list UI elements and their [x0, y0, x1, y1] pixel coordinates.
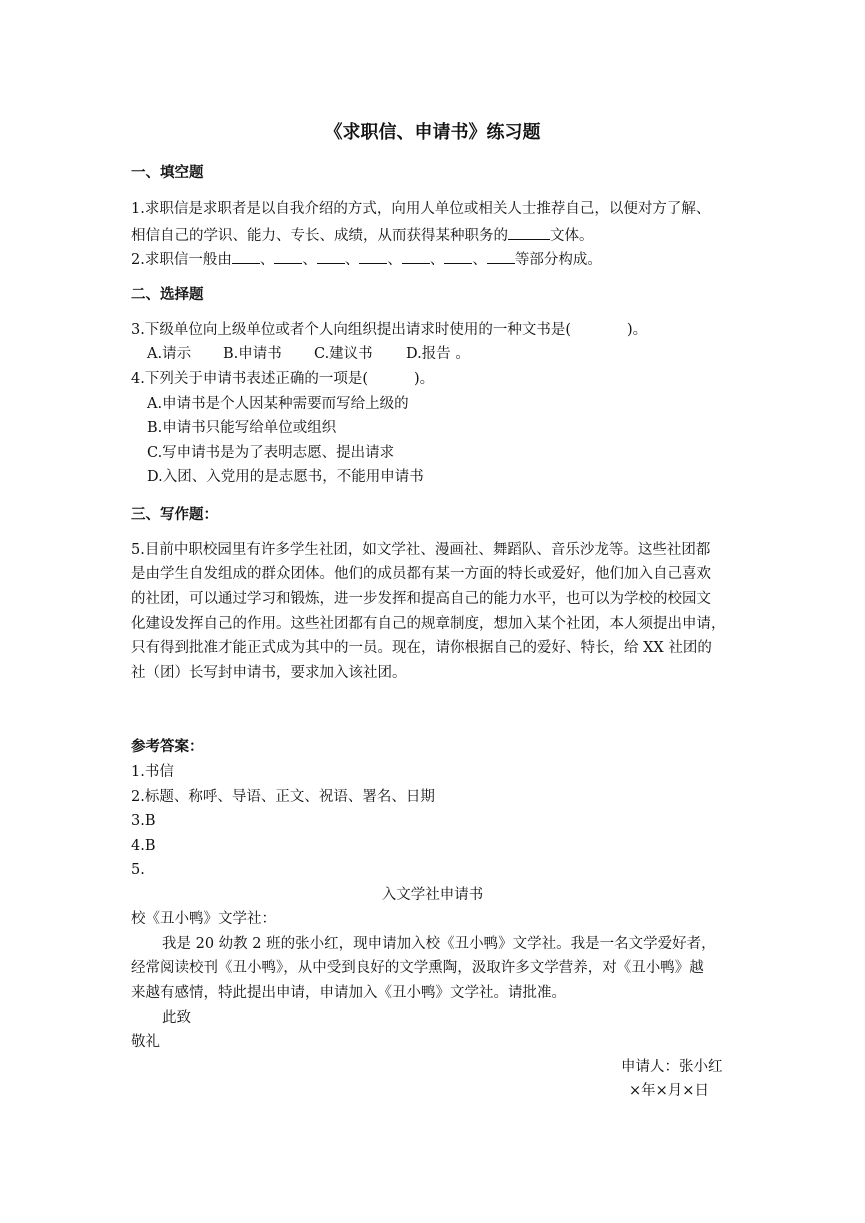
answer-blank — [274, 248, 302, 264]
separator: 、 — [344, 252, 360, 268]
question-4-text-post: )。 — [414, 371, 435, 387]
question-4-option-c: C.写申请书是为了表明志愿、提出请求 — [147, 445, 395, 461]
question-4-text-pre: 4.下列关于申请书表述正确的一项是( — [131, 371, 368, 387]
answer-blank — [317, 248, 345, 264]
answer-item-1: 1.书信 — [131, 764, 174, 780]
question-5-line-6: 社（团）长写封申请书，要求加入该社团。 — [131, 665, 407, 681]
letter-closing-1: 此致 — [162, 1010, 191, 1026]
question-1-text-pre: 相信自己的学识、能力、专长、成绩，从而获得某种职务的 — [131, 228, 508, 244]
question-4-option-b: B.申请书只能写给单位或组织 — [147, 420, 337, 436]
question-2-text-pre: 2.求职信一般由 — [131, 252, 232, 268]
question-4-option-d: D.入团、入党用的是志愿书，不能用申请书 — [147, 469, 424, 485]
question-1-line-1: 1.求职信是求职者是以自我介绍的方式，向用人单位或相关人士推荐自己，以便对方了解、 — [131, 201, 711, 217]
letter-closing-2: 敬礼 — [131, 1034, 160, 1050]
question-3-option-b: B.申请书 — [223, 346, 282, 362]
question-5-line-1: 5.目前中职校园里有许多学生社团，如文学社、漫画社、舞蹈队、音乐沙龙等。这些社团都 — [131, 542, 711, 558]
separator: 、 — [302, 252, 317, 268]
question-4-option-a: A.申请书是个人因某种需要而写给上级的 — [147, 396, 409, 412]
question-3-option-c: C.建议书 — [314, 346, 373, 362]
answer-item-5: 5. — [131, 862, 145, 878]
letter-body-line-1: 我是 20 幼教 2 班的张小红，现申请加入校《丑小鸭》文学社。我是一名文学爱好者， — [162, 936, 716, 952]
question-3-option-d: D.报告 。 — [406, 346, 470, 362]
answers-heading: 参考答案： — [131, 739, 204, 755]
separator: 、 — [387, 252, 402, 268]
answer-item-3: 3.B — [131, 813, 156, 829]
question-2-text-post: 等部分构成。 — [514, 252, 602, 268]
separator: 、 — [429, 252, 445, 268]
question-5-line-4: 化建设发挥自己的作用。这些社团都有自己的规章制度，想加入某个社团，本人须提出申请， — [131, 616, 726, 632]
letter-date: ×年×月×日 — [629, 1083, 709, 1099]
question-5-line-5: 只有得到批准才能正式成为其中的一员。现在，请你根据自己的爱好、特长，给 XX 社团的 — [131, 640, 712, 656]
question-3-option-a: A.请示 — [147, 346, 192, 362]
question-1-line-2 — [131, 224, 594, 246]
letter-signature: 申请人：张小红 — [621, 1059, 723, 1075]
letter-title: 入文学社申请书 — [381, 887, 484, 903]
section-heading-fill: 一、填空题 — [131, 165, 204, 181]
answer-item-4: 4.B — [131, 838, 156, 854]
separator: 、 — [259, 252, 275, 268]
question-3-text-pre: 3.下级单位向上级单位或者个人向组织提出请求时使用的一种文书是( — [131, 322, 571, 338]
answer-blank — [508, 224, 550, 240]
document-title: 《求职信、申请书》练习题 — [324, 122, 541, 143]
question-2 — [131, 248, 602, 270]
question-3 — [131, 320, 647, 340]
answer-blank — [487, 248, 515, 264]
question-3-text-post: )。 — [627, 322, 648, 338]
answer-blank — [232, 248, 260, 264]
answer-blank — [444, 248, 472, 264]
question-5-line-2: 是由学生自发组成的群众团体。他们的成员都有某一方面的特长或爱好，他们加入自己喜欢 — [131, 566, 711, 582]
answer-item-2: 2.标题、称呼、导语、正文、祝语、署名、日期 — [131, 789, 435, 805]
question-1-text-post: 文体。 — [550, 228, 594, 244]
separator: 、 — [472, 252, 487, 268]
answer-blank — [402, 248, 430, 264]
section-heading-choice: 二、选择题 — [131, 287, 204, 303]
letter-body-line-3: 来越有感情，特此提出申请，申请加入《丑小鸭》文学社。请批准。 — [131, 985, 566, 1001]
question-4 — [131, 369, 434, 389]
answer-blank — [359, 248, 387, 264]
letter-salutation: 校《丑小鸭》文学社： — [131, 911, 276, 927]
letter-body-line-2: 经常阅读校刊《丑小鸭》，从中受到良好的文学熏陶，汲取许多文学营养，对《丑小鸭》越 — [131, 960, 704, 976]
section-heading-writing: 三、写作题： — [131, 507, 218, 523]
question-5-line-3: 的社团，可以通过学习和锻炼，进一步发挥和提高自己的能力水平，也可以为学校的校园文 — [131, 591, 711, 607]
